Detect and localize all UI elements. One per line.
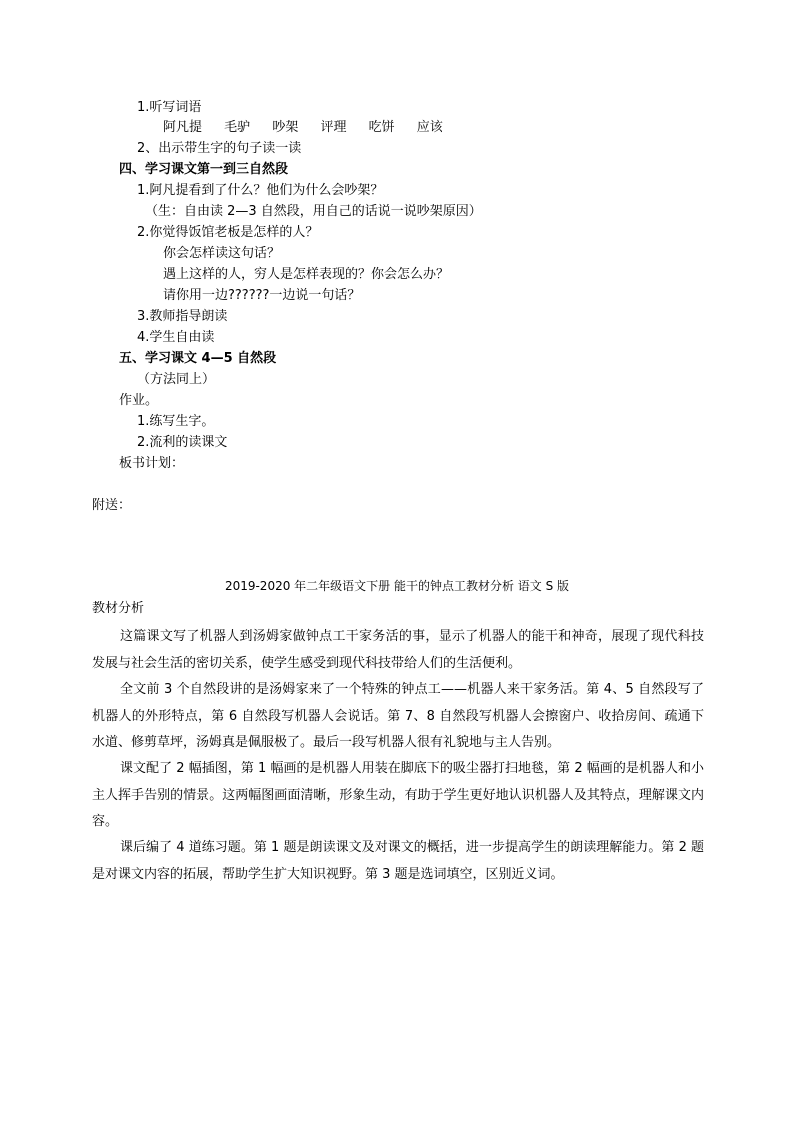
- section-5-note: （方法同上）: [137, 372, 216, 387]
- section-title: 教材分析: [92, 601, 145, 616]
- homework-heading: 作业。: [119, 393, 159, 408]
- paragraph-1: 这篇课文写了机器人到汤姆家做钟点工干家务活的事，显示了机器人的能干和神奇，展现了现代科技发展与社会生活的密切关系，使学生感受到现代科技带给人们的生活便利。: [92, 629, 704, 671]
- vocab-word: 评理: [320, 120, 347, 135]
- homework-item-2: 2.流利的读课文: [137, 435, 228, 450]
- section-heading-5: 五、学习课文 4—5 自然段: [119, 351, 277, 366]
- step-4: 4.学生自由读: [137, 330, 215, 345]
- paragraph-2: 全文前 3 个自然段讲的是汤姆家来了一个特殊的钟点工——机器人来干家务活。第 4、5 自然段写了机器人的外形特点，第 6 自然段写机器人会说话。第 7、8 自然段写机器人会擦窗户、收拾房间、疏通下水道、修剪草坪，汤姆真是佩服极了。最后一段写机器人很有礼貌地与主人告别。: [92, 682, 704, 750]
- vocab-word: 应该: [416, 120, 443, 135]
- dictation-item: 1.听写词语: [137, 100, 202, 115]
- section-heading-4: 四、学习课文第一到三自然段: [119, 162, 289, 177]
- vocab-word: 吃饼: [368, 120, 395, 135]
- question-2b: 遇上这样的人，穷人是怎样表现的？你会怎么办？: [163, 267, 450, 282]
- vocab-word: 吵架: [272, 120, 299, 135]
- vocab-word: 阿凡提: [163, 120, 203, 135]
- question-2a: 你会怎样读这句话？: [163, 246, 281, 261]
- question-2c: 请你用一边??????一边说一句话？: [163, 288, 361, 303]
- appendix-title: 2019-2020 年二年级语文下册 能干的钟点工教材分析 语文 S 版: [224, 579, 570, 593]
- step-3: 3.教师指导朗读: [137, 309, 228, 324]
- vocabulary-list: [163, 119, 461, 137]
- paragraph-3: 课文配了 2 幅插图，第 1 幅画的是机器人用装在脚底下的吸尘器打扫地毯，第 2 幅画的是机器人和小主人挥手告别的情景。这两幅图画面清晰，形象生动，有助于学生更好地认识机器人及其特点，理解课文内容。: [92, 761, 704, 829]
- appendix-label: 附送：: [92, 498, 132, 513]
- board-plan-label: 板书计划：: [119, 456, 185, 471]
- homework-item-1: 1.练写生字。: [137, 414, 215, 429]
- vocab-word: 毛驴: [224, 120, 251, 135]
- question-2: 2.你觉得饭馆老板是怎样的人？: [137, 225, 319, 240]
- question-1-note: （生：自由读 2—3 自然段，用自己的话说一说吵架原因）: [145, 204, 482, 219]
- paragraph-4: 课后编了 4 道练习题。第 1 题是朗读课文及对课文的概括，进一步提高学生的朗读理解能力。第 2 题是对课文内容的拓展，帮助学生扩大知识视野。第 3 题是选词填空，区别近义词。: [92, 840, 704, 882]
- question-1: 1.阿凡提看到了什么？他们为什么会吵架？: [137, 183, 384, 198]
- sentence-reading-item: 2、出示带生字的句子读一读: [137, 141, 302, 156]
